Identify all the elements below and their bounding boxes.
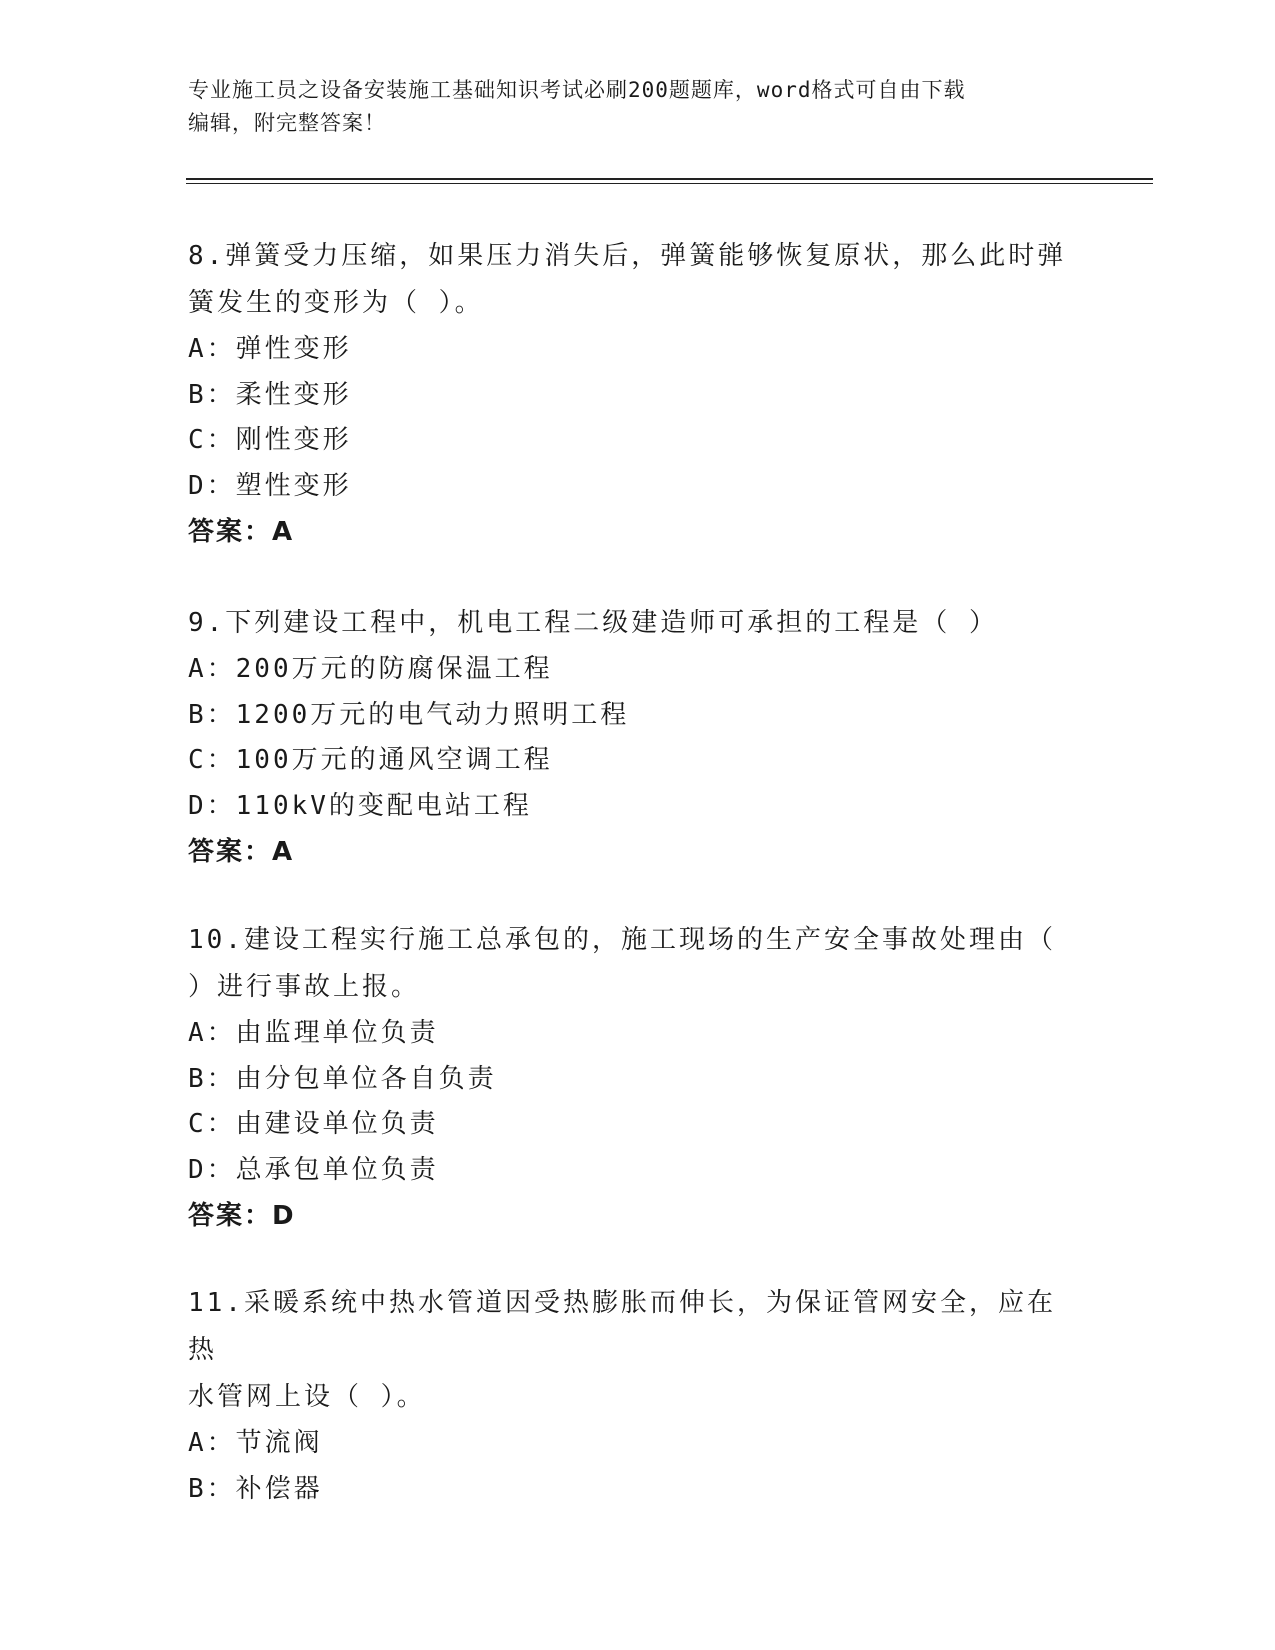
header-line-1: 专业施工员之设备安装施工基础知识考试必刷200题题库，word格式可自由下载	[188, 78, 966, 102]
question-11	[188, 1280, 1068, 1512]
option-d: D：110kV的变配电站工程	[188, 790, 532, 821]
question-stem-line: 水管网上设（ ）。	[188, 1382, 426, 1412]
option-b: B：柔性变形	[188, 379, 352, 410]
answer: 答案：D	[188, 1201, 296, 1231]
question-8	[188, 233, 1068, 556]
question-stem-line: 8.弹簧受力压缩，如果压力消失后，弹簧能够恢复原状，那么此时弹	[188, 241, 1067, 271]
question-stem-line: ）进行事故上报。	[188, 972, 421, 1002]
answer: 答案：A	[188, 837, 295, 867]
header-divider-bottom	[186, 183, 1153, 184]
question-stem-line: 10.建设工程实行施工总承包的，施工现场的生产安全事故处理由（	[188, 925, 1056, 955]
option-d: D：塑性变形	[188, 470, 352, 501]
option-c: C：100万元的通风空调工程	[188, 745, 553, 775]
option-b: B：1200万元的电气动力照明工程	[188, 699, 630, 730]
option-b: B：补偿器	[188, 1473, 323, 1504]
option-a: A：200万元的防腐保温工程	[188, 654, 553, 684]
option-c: C：刚性变形	[188, 425, 352, 455]
document-header	[188, 74, 1068, 140]
question-9	[188, 600, 1068, 876]
header-divider-top	[186, 178, 1153, 180]
option-c: C：由建设单位负责	[188, 1109, 439, 1139]
option-a: A：弹性变形	[188, 334, 352, 364]
option-d: D：总承包单位负责	[188, 1154, 439, 1185]
header-line-2: 编辑，附完整答案！	[188, 111, 386, 135]
question-10	[188, 917, 1068, 1240]
answer: 答案：A	[188, 517, 295, 547]
option-b: B：由分包单位各自负责	[188, 1063, 497, 1094]
option-a: A：由监理单位负责	[188, 1018, 439, 1048]
option-a: A：节流阀	[188, 1428, 323, 1458]
question-stem-line: 11.采暖系统中热水管道因受热膨胀而伸长，为保证管网安全，应在热	[188, 1288, 1056, 1365]
question-stem-line: 9.下列建设工程中，机电工程二级建造师可承担的工程是（ ）	[188, 608, 998, 638]
question-stem-line: 簧发生的变形为（ ）。	[188, 288, 484, 318]
